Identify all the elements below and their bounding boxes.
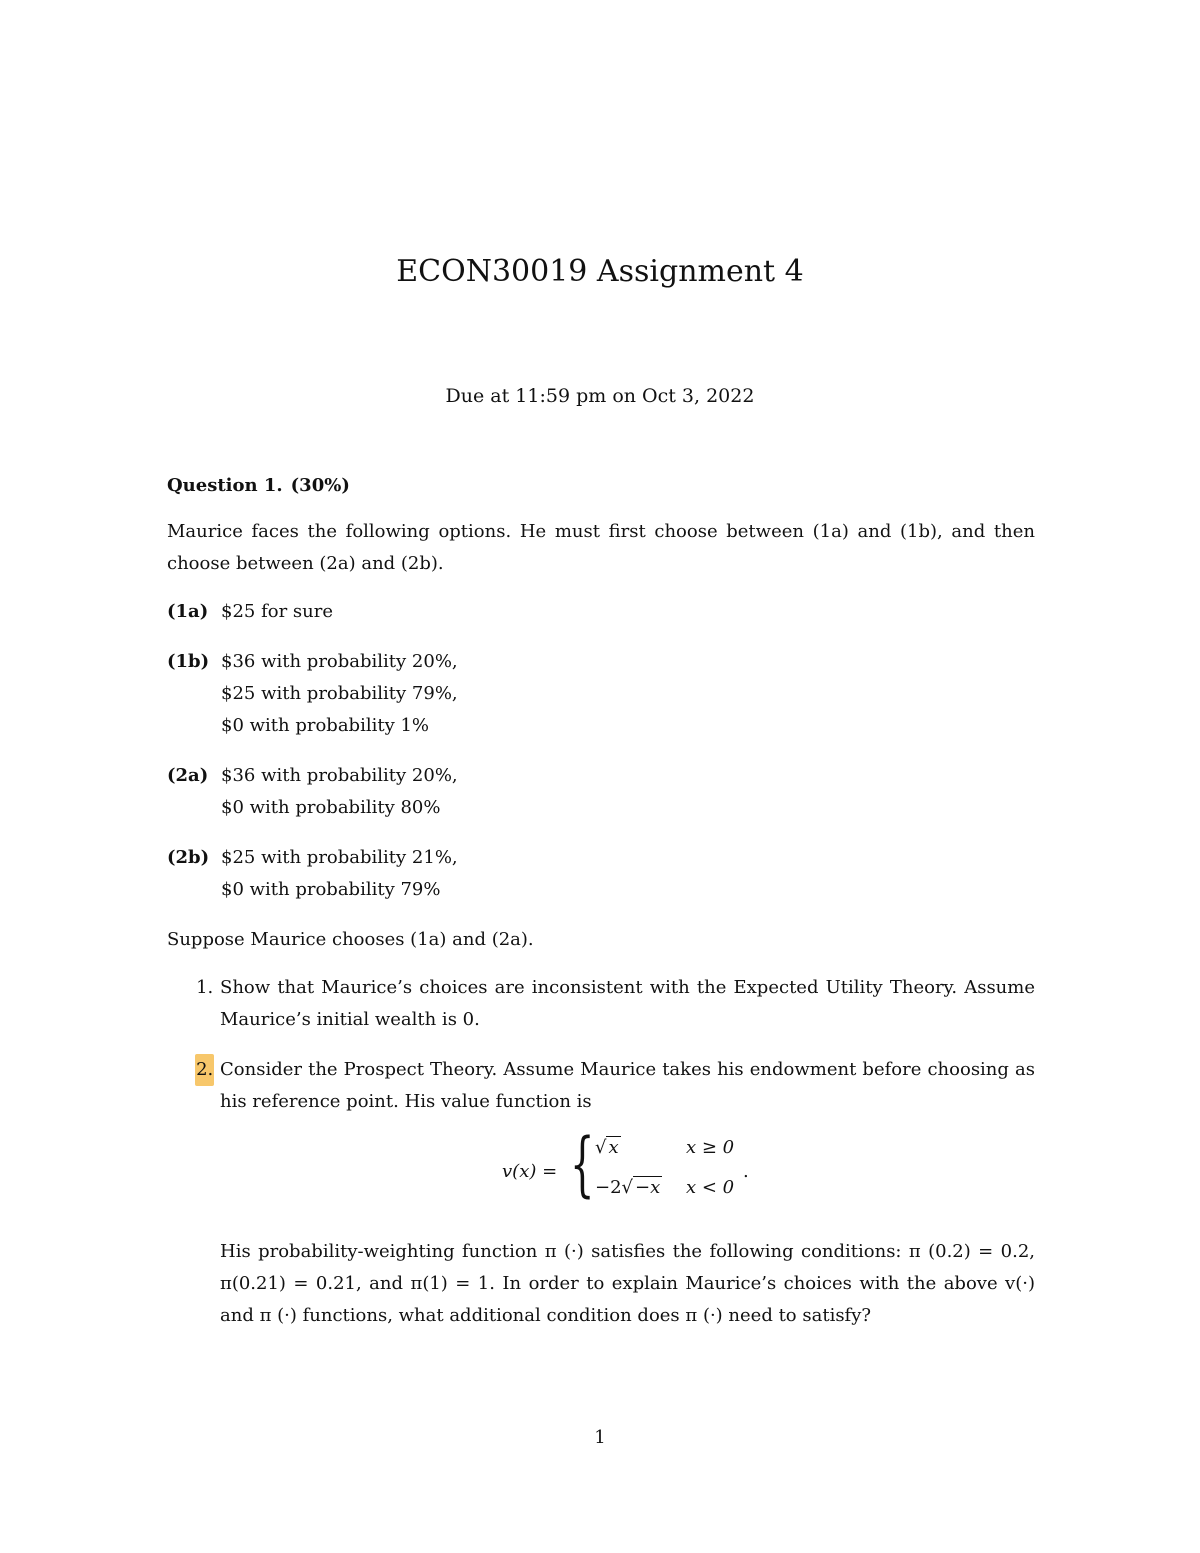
case1-expression: [595, 1132, 621, 1164]
due-date: Due at 11:59 pm on Oct 3, 2022: [445, 385, 755, 407]
sub-question-1: [167, 972, 1035, 1036]
option-label: (2a): [167, 765, 209, 786]
case2-condition: x < 0: [686, 1177, 735, 1198]
equation-lhs: v(x) =: [502, 1161, 558, 1182]
left-brace-symbol: {: [570, 1123, 595, 1205]
option-2a: [167, 760, 1035, 824]
sub-question-text: Consider the Prospect Theory. Assume Maurice takes his endowment before choosing as his reference point. His value function is: [220, 1059, 1035, 1112]
page-number: 1: [594, 1427, 606, 1448]
sqrt-symbol: √: [595, 1137, 607, 1158]
sub-question-2: [167, 1054, 1035, 1332]
value-function-equation: [220, 1123, 1035, 1222]
sqrt-argument: x: [608, 1137, 619, 1158]
option-line: $0 with probability 79%: [221, 879, 441, 900]
sub-question-list: [167, 972, 1035, 1332]
option-line: $0 with probability 1%: [221, 715, 430, 736]
option-line: $25 for sure: [221, 601, 333, 622]
option-1a: [167, 596, 1035, 628]
sub-question-text: Show that Maurice’s choices are inconsistent with the Expected Utility Theory. Assume Maurice’s initial wealth is 0.: [220, 977, 1035, 1030]
option-label: (1a): [167, 601, 209, 622]
option-1b: [167, 646, 1035, 742]
case2-prefix: −2: [595, 1177, 622, 1198]
option-line: $25 with probability 79%,: [221, 683, 458, 704]
sub-question-number: 1.: [196, 977, 214, 998]
equation-period: .: [743, 1161, 749, 1182]
question-heading: [167, 470, 1035, 502]
option-label: (2b): [167, 847, 210, 868]
question-intro: Maurice faces the following options. He must first choose between (1a) and (1b), and then choose between (2a) and (2b).: [167, 521, 1035, 574]
option-line: $25 with probability 21%,: [221, 847, 458, 868]
option-line: $36 with probability 20%,: [221, 651, 458, 672]
option-line: $0 with probability 80%: [221, 797, 441, 818]
suppose-statement: Suppose Maurice chooses (1a) and (2a).: [167, 929, 534, 950]
question-weight: (30%): [290, 475, 350, 496]
option-line: $36 with probability 20%,: [221, 765, 458, 786]
option-2b: [167, 842, 1035, 906]
question-label: Question 1.: [167, 475, 283, 496]
option-label: (1b): [167, 651, 210, 672]
sub-question-text-continued: His probability-weighting function π (·) satisfies the following conditions: π (0.2) = 0.2, π(0.21) = 0.21, and π(1) = 1. In order to explain Maurice’s choices with the above v(·) and π (·) functions, what additional condition does π (·) need to satisfy?: [220, 1241, 1035, 1326]
document-body: [167, 470, 1035, 1350]
sqrt-argument: −x: [635, 1177, 661, 1198]
sqrt-symbol: √: [621, 1177, 634, 1198]
case1-condition: x ≥ 0: [686, 1137, 735, 1158]
sub-question-number-highlighted: 2.: [195, 1054, 214, 1086]
document-title: ECON30019 Assignment 4: [396, 254, 804, 289]
case2-expression: [595, 1172, 662, 1204]
